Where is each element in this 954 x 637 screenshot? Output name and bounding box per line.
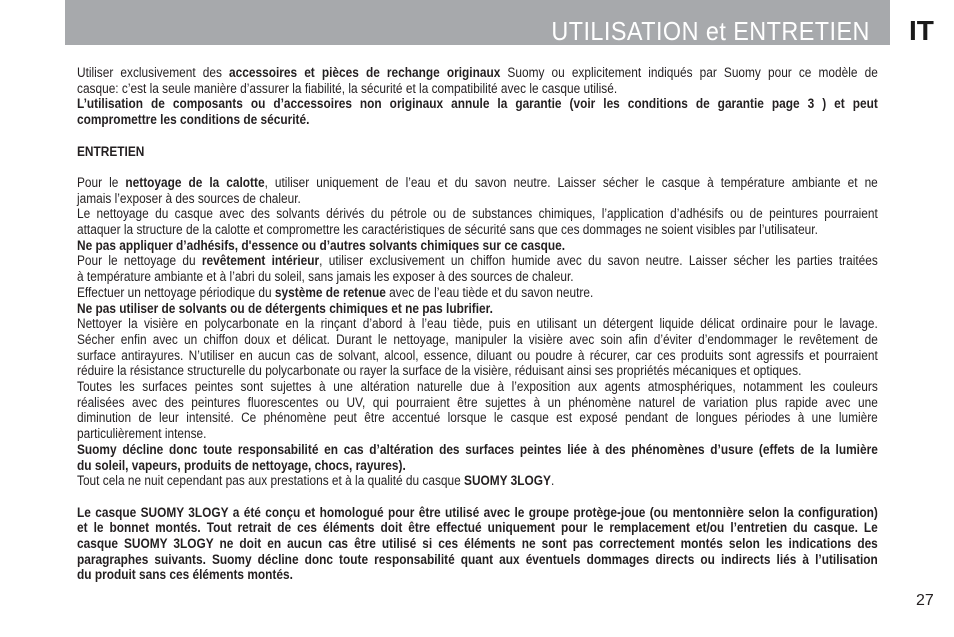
bold-text: et le bonnet montés. Tout retrait de ces éléments doit être effectué uniquement pour le remplacement et/ou l’entretien du casque. Le [77, 520, 878, 536]
text-run: Pour le nettoyage du [77, 253, 202, 269]
text-run: Tout cela ne nuit cependant pas aux prestations et à la qualité du casque [77, 473, 465, 489]
text-run: Nettoyer la visière en polycarbonate en la rinçant d’abord à l’eau tiède, puis en utilisant un détergent liquide délicat ordinaire pour le lavage. [77, 316, 878, 332]
text-run: avec de l’eau tiède et du savon neutre. [385, 284, 594, 300]
text-line [77, 395, 878, 411]
bold-text: du produit sans ces éléments montés. [77, 567, 293, 583]
bold-text: L’utilisation de composants ou d’accessoires non originaux annule la garantie (voir les conditions de garantie page 3 ) et peut [77, 96, 878, 112]
text-run: Effectuer un nettoyage périodique du [77, 284, 275, 300]
paragraph [77, 206, 878, 237]
text-run: Le nettoyage du casque avec des solvants dérivés du pétrole ou de substances chimiques, l’application d’adhésifs ou de peintures pourraient [77, 206, 878, 222]
text-line [77, 175, 878, 191]
text-line [77, 363, 878, 379]
text-run: à température ambiante et à l’abri du soleil, sans jamais les exposer à des sources de chaleur. [77, 269, 574, 285]
text-line [77, 426, 878, 442]
bold-text: Ne pas utiliser de solvants ou de détergents chimiques et ne pas lubrifier. [77, 300, 493, 316]
paragraph [77, 65, 878, 96]
paragraph [77, 473, 878, 489]
paragraph [77, 379, 878, 442]
text-line [77, 442, 878, 458]
text-line [77, 206, 878, 222]
text-run: Utiliser exclusivement des [77, 65, 230, 80]
text-line [77, 112, 878, 128]
text-run: réduire la résistance structurelle du polycarbonate ou rayer la surface de la visière, réduisant ainsi ses propriétés mécaniques et optiques. [77, 363, 802, 379]
bold-text: revêtement intérieur [201, 253, 320, 269]
text-run: jamais l’exposer à des sources de chaleur. [77, 190, 301, 206]
text-line [77, 301, 878, 317]
text-line [77, 458, 878, 474]
page-title: UTILISATION et ENTRETIEN [551, 16, 870, 46]
language-code: IT [909, 15, 934, 46]
text-line [77, 552, 878, 568]
bold-text: casque SUOMY 3LOGY ne doit en aucun cas être utilisé si ces éléments ne sont pas correctement montés selon les indications des [77, 536, 878, 552]
text-run: casque: c’est la seule manière d’assurer la fiabilité, la sécurité et la compatibilité avec le casque utilisé. [77, 80, 618, 96]
bold-text: nettoyage de la calotte [125, 174, 265, 190]
paragraph [77, 253, 878, 284]
bold-text: compromettre les conditions de sécurité. [77, 112, 310, 128]
paragraph [77, 175, 878, 206]
text-line [77, 65, 878, 81]
text-line [77, 285, 878, 301]
closing-block [77, 505, 878, 584]
paragraph [77, 505, 878, 584]
text-line [77, 567, 878, 583]
text-line [77, 348, 878, 364]
text-line [77, 473, 878, 489]
text-line [77, 379, 878, 395]
text-line [77, 505, 878, 521]
text-line [77, 222, 878, 238]
text-line [77, 332, 878, 348]
text-run: Pour le [77, 174, 126, 190]
bold-text: Le casque SUOMY 3LOGY a été conçu et homologué pour être utilisé avec le groupe protège-joue (ou mentonnière selon la configuration) [77, 504, 878, 520]
section-heading: ENTRETIEN [77, 143, 145, 159]
text-run: diminution de leur intensité. Ce phénomène peut être accentué lorsque le casque est exposé pendant de longues périodes à une lumière [77, 410, 878, 426]
bold-text: accessoires et pièces de rechange originaux [229, 65, 501, 80]
text-line [77, 238, 878, 254]
text-run: attaquer la structure de la calotte et compromettre les caractéristiques de sécurité sans que ces dommages ne soient visibles par l’utilisateur. [77, 222, 818, 237]
text-run: surface antirayures. N’utiliser en aucun cas de solvant, alcool, essence, diluant ou poudre à récurer, car ces produits sont agressifs et pourraient [77, 347, 878, 363]
text-line [77, 96, 878, 112]
document-body [77, 65, 878, 583]
header-bar [65, 0, 890, 45]
paragraph [77, 285, 878, 301]
text-line [77, 410, 878, 426]
text-line [77, 536, 878, 552]
text-line [77, 81, 878, 97]
text-run: Toutes les surfaces peintes sont sujettes à une altération naturelle due à l’exposition aux agents atmosphériques, notamment les couleurs [77, 379, 878, 395]
bold-text: paragraphes suivants. Suomy décline donc toute responsabilité quant aux éventuels dommages directs ou indirects liés à l’utilisation [77, 551, 878, 567]
text-line [77, 253, 878, 269]
text-run: , utiliser uniquement de l’eau et du savon neutre. Laisser sécher le casque à température ambiante et ne [264, 174, 878, 190]
bold-text: système de retenue [274, 284, 386, 300]
text-run: , utiliser exclusivement un chiffon humide avec du savon neutre. Laisser sécher les parties traitées [319, 253, 878, 269]
paragraph [77, 316, 878, 379]
paragraph [77, 96, 878, 127]
text-run: réalisées avec des peintures fluorescentes ou UV, qui pourraient être sujettes à un phénomène naturel de variation plus rapide avec une [77, 394, 878, 410]
text-line [77, 520, 878, 536]
paragraph [77, 442, 878, 473]
bold-text: SUOMY 3LOGY [464, 473, 551, 489]
text-line [77, 191, 878, 207]
page-number: 27 [916, 592, 934, 609]
text-run: . [550, 473, 555, 489]
paragraph [77, 238, 878, 254]
bold-text: Suomy décline donc toute responsabilité en cas d’altération des surfaces peintes liée à des phénomènes d’usure (effets de la lumière [77, 441, 878, 457]
bold-text: du soleil, vapeurs, produits de nettoyage, chocs, rayures). [77, 457, 406, 473]
text-run: Sécher enfin avec un chiffon doux et délicat. Durant le nettoyage, manipuler la visière avec soin afin d’éviter d’endommager le revêtement de [77, 331, 878, 347]
text-run: particulièrement intense. [77, 426, 207, 442]
text-run: Suomy ou explicitement indiqués par Suomy pour ce modèle de [500, 65, 878, 80]
maintenance-section [77, 175, 878, 489]
bold-text: Ne pas appliquer d’adhésifs, d'essence ou d’autres solvants chimiques sur ce casque. [77, 237, 566, 253]
text-line [77, 316, 878, 332]
paragraph [77, 301, 878, 317]
text-line [77, 269, 878, 285]
intro-block [77, 65, 878, 128]
